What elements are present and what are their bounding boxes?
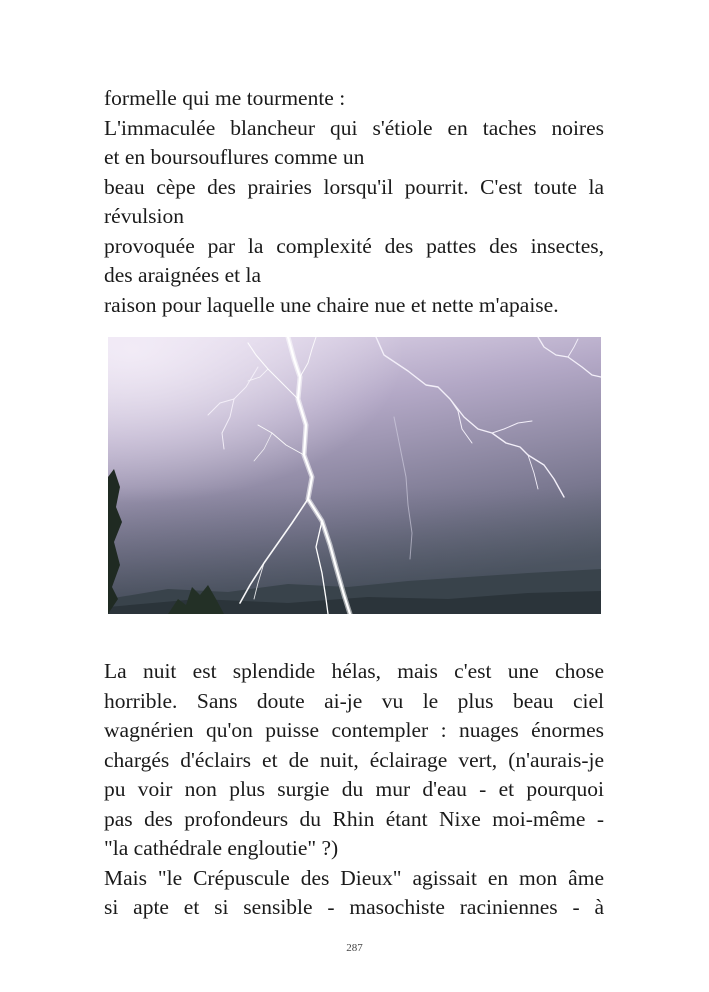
text-line: horrible. Sans doute ai-je vu le plus beau ciel	[104, 688, 604, 713]
text-line: pas des profondeurs du Rhin étant Nixe moi-même -	[104, 806, 604, 831]
paragraph-1	[104, 84, 604, 320]
text-line: des araignées et la	[104, 263, 261, 287]
text-line: si apte et si sensible - masochiste raciniennes - à	[104, 895, 604, 919]
paragraph-2	[104, 657, 604, 923]
text-line: formelle qui me tourmente :	[104, 86, 346, 110]
text-line: chargés d'éclairs et de nuit, éclairage vert, (n'aurais-je	[104, 747, 604, 772]
text-line: "la cathédrale engloutie" ?)	[104, 836, 339, 860]
text-line: raison pour laquelle une chaire nue et nette m'apaise.	[104, 292, 559, 317]
page-number: 287	[346, 942, 363, 954]
text-line: provoquée par la complexité des pattes des insectes,	[104, 233, 604, 258]
text-line: beau cèpe des prairies lorsqu'il pourrit. C'est toute la	[104, 174, 604, 199]
text-line: L'immaculée blancheur qui s'étiole en taches noires	[104, 115, 604, 140]
text-line: et en boursouflures comme un	[104, 145, 365, 169]
text-line: pu voir non plus surgie du mur d'eau - et pourquoi	[104, 777, 604, 801]
text-line: Mais "le Crépuscule des Dieux" agissait en mon âme	[104, 865, 604, 890]
text-line: La nuit est splendide hélas, mais c'est une chose	[104, 659, 604, 683]
lightning-photo	[108, 337, 601, 614]
text-line: révulsion	[104, 204, 185, 228]
text-line: wagnérien qu'on puisse contempler : nuages énormes	[104, 718, 604, 742]
